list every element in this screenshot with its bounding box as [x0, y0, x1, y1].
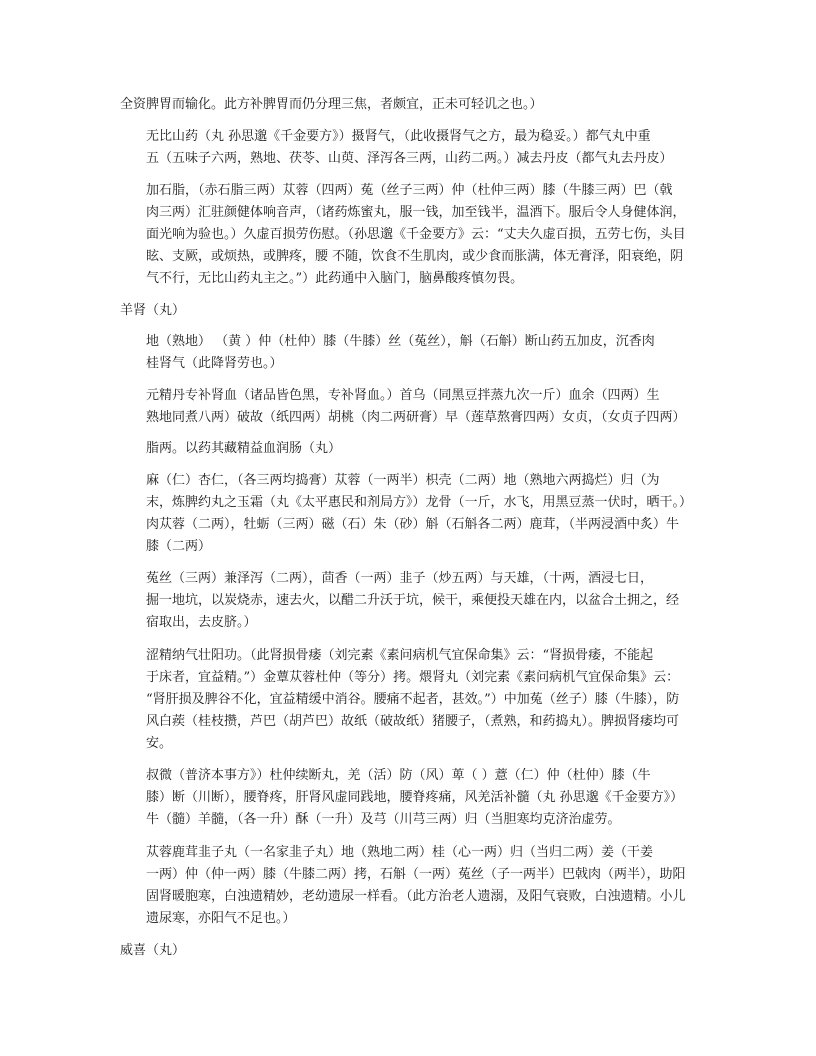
text-line: 末，炼脾约丸之玉霜（丸《太平惠民和剂局方》）龙骨（一斤，水飞，用黑豆蒸一伏时，晒干。） — [146, 495, 693, 510]
text-line: 掘一地坑，以炭烧赤，速去火，以醋二升沃于坑，候干，乘便投天雄在内，以盆合土拥之，经 — [146, 593, 680, 608]
text-line: 肉苁蓉（二两），牡蛎（三两）磁（石）朱（砂）斛（石斛各二两）鹿茸，（半两浸酒中炙）牛 — [146, 517, 680, 532]
text-line: 叔微（普济本事方》）杜仲续断丸，羌（活）防（风）萆（ ）薏（仁）仲（杜仲）膝（牛 — [146, 768, 651, 783]
text-line: “肾肝损及脾谷不化，宜益精缓中消谷。腰痛不起者，甚效。”）中加菟（丝子）膝（牛膝），防 — [146, 692, 680, 707]
paragraph — [120, 568, 722, 634]
text-line: 麻（仁）杏仁，（各三两均捣膏）苁蓉（一两半）枳壳（二两）地（熟地六两捣烂）归（为 — [146, 473, 660, 488]
text-line: 全资脾胃而输化。此方补脾胃而仍分理三焦，者颇宜，正未可轻讥之也。） — [120, 97, 543, 112]
text-line: 安。 — [146, 736, 173, 751]
text-line: 苁蓉鹿茸韭子丸（一名家韭子丸）地（熟地二两）桂（心一两）归（当归二两）姜（干姜 — [146, 845, 654, 860]
text-line: 菟丝（三两）兼泽泻（二两），茴香（一两）韭子（炒五两）与天雄，（十两，酒浸七日， — [146, 571, 654, 586]
text-line: 熟地同煮八两）破故（纸四两）胡桃（肉二两研膏）早（莲草熬膏四两）女贞，（女贞子四两） — [146, 410, 686, 425]
text-line: 面光响为验也。）久虚百损劳伤慰。（孙思邈《千金要方》云：“丈夫久虚百损，五劳七伤，头目 — [146, 227, 686, 242]
section-heading — [120, 940, 696, 962]
text-line: 宿取出，去皮脐。） — [146, 615, 257, 630]
text-line: 涩精纳气壮阳功。（此肾损骨痿（刘完素《素问病机气宜保命集》云：“肾损骨痿，不能起 — [146, 648, 654, 663]
paragraph — [120, 645, 722, 755]
text-line: 无比山药（丸 孙思邈《千金要方》）摄肾气，（此收摄肾气之方，最为稳妥。）都气丸中重 — [146, 129, 651, 144]
text-line: 元精丹专补肾血（诸品皆色黑，专补肾血。）首乌（同黑豆拌蒸九次一斤）血余（四两）生 — [146, 388, 660, 403]
paragraph — [120, 470, 722, 558]
text-line: 膝（二两） — [146, 539, 212, 554]
text-line: 固肾暖胞寒，白浊遗精妙，老幼遗尿一样看。（此方治老人遗溺，及阳气衰败，白浊遗精。小儿 — [146, 889, 686, 904]
paragraph — [120, 126, 722, 170]
text-line: 加石脂，（赤石脂三两）苁蓉（四两）菟（丝子三两）仲（杜仲三两）膝（牛膝三两）巴（戟 — [146, 183, 673, 198]
text-line: 风白蒺（桂枝攒，芦巴（胡芦巴）故纸（破故纸）猪腰子，（煮熟，和药捣丸）。脾损肾痿均可 — [146, 714, 680, 729]
text-line: 脂两。以药其藏精益血润肠（丸） — [146, 441, 342, 456]
paragraph — [120, 180, 722, 290]
text-line: 牛（髓）羊髓，（各一升）酥（一升）及芎（川芎三两）归（当胆寒均克济治虚劳。 — [146, 812, 621, 827]
section-heading — [120, 300, 696, 322]
text-line: 遗尿寒，亦阳气不足也。） — [146, 911, 296, 926]
text-line: 眩、支厥，或烦热，或脾疼，腰 不随，饮食不生肌肉，或少食而胀满，体无膏泽，阳衰绝，阴 — [146, 249, 684, 264]
paragraph — [120, 94, 696, 116]
text-line: 羊肾（丸） — [120, 303, 186, 318]
text-line: 一两）仲（仲一两）膝（牛膝二两）拷，石斛（一两）菟丝（子一两半）巴戟肉（两半），助阳 — [146, 867, 686, 882]
paragraph — [120, 331, 722, 375]
paragraph — [120, 385, 722, 429]
text-line: 桂肾气（此降肾劳也。） — [146, 356, 283, 371]
text-line: 肉三两）汇驻颜健体响音声，（诸药炼蜜丸，服一钱，加至钱半，温酒下。服后令人身健体润， — [146, 205, 686, 220]
paragraph — [120, 438, 722, 460]
text-line: 于床者，宜益精。”）金蕈苁蓉杜仲（等分）拷。煨肾丸（刘完素《素问病机气宜保命集》云： — [146, 670, 680, 685]
paragraph — [120, 842, 722, 930]
text-line: 气不行，无比山药丸主之。”）此药通中入脑门，脑鼻酸疼慎勿畏。 — [146, 271, 524, 286]
text-line: 五（五味子六两，熟地、茯苓、山萸、泽泻各三两，山药二两。）减去丹皮（都气丸去丹皮） — [146, 151, 673, 166]
text-line: 地（熟地） （黄 ）仲（杜仲）膝（牛膝）丝（菟丝），斛（石斛）断山药五加皮，沉香肉 — [146, 334, 655, 349]
text-line: 威喜（丸） — [120, 943, 186, 958]
text-line: 膝）断（川断），腰脊疼，肝肾风虚同践地，腰脊疼痛，风羌活补髓（丸 孙思邈《千金要方》） — [146, 790, 684, 805]
paragraph — [120, 765, 722, 831]
